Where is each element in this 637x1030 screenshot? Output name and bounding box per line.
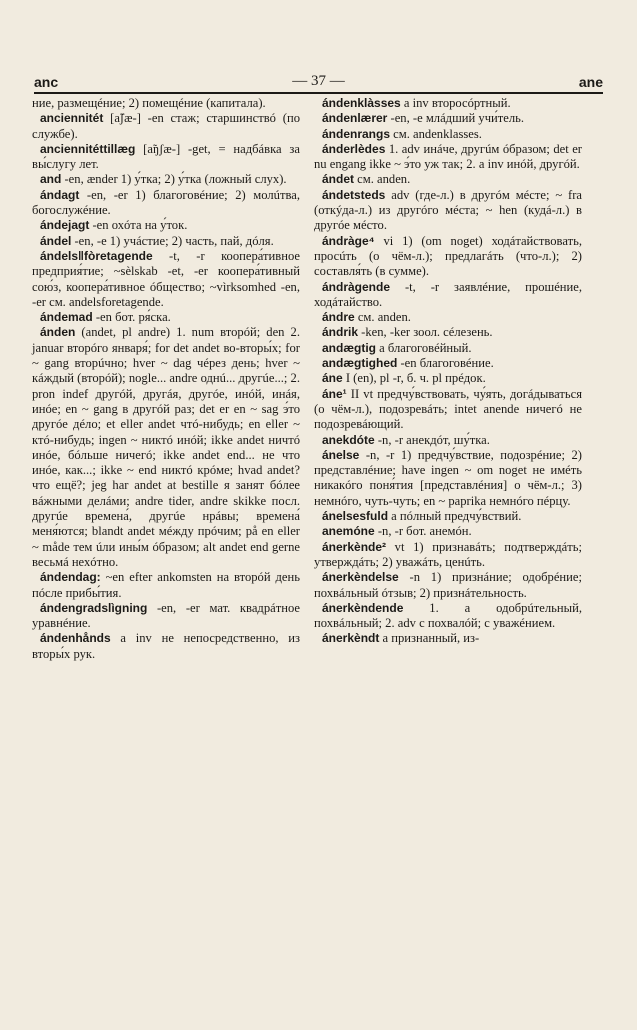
entry-headword: ánelsesfuld: [322, 509, 389, 524]
entry-definition: 1. adv инáче, другúм óбразом; det er nu engang ikke ~ э́то уж так; 2. a inv инóй, другóй.: [314, 141, 582, 172]
entry-headword: ándemad: [40, 310, 93, 325]
entry-definition: -n, -r бот. анемóн.: [374, 524, 472, 539]
dictionary-entry: [314, 601, 582, 632]
entry-headword: ándet: [322, 172, 355, 187]
right-column: [314, 96, 582, 647]
entry-definition: ~en efter ankomsten на вторóй день пóсле прибы́тия.: [32, 570, 300, 600]
entry-headword: ándràgende: [322, 279, 391, 294]
entry-headword: ánerkèndende: [322, 600, 404, 615]
entry-definition: см. andenklasses.: [390, 126, 482, 141]
dictionary-entry: [314, 433, 582, 448]
entry-headword: áne¹: [322, 386, 347, 401]
dictionary-entry: [32, 249, 300, 310]
entry-headword: áne: [322, 371, 343, 386]
entry-headword: ándrik: [322, 325, 359, 340]
entry-definition: II vt предчу́вствовать, чу́ять, догáдываться (о чём-л.), подозревáть; intet anende ничегó не подозревáющий.: [314, 386, 582, 432]
page-number: — 37 —: [292, 73, 345, 89]
dictionary-entry: [32, 96, 300, 111]
entry-headword: ándràge⁴: [322, 233, 375, 248]
entry-headword: anemóne: [322, 524, 375, 539]
entry-headword: ándels‖fòretagende: [40, 248, 153, 263]
dictionary-entry: [32, 111, 300, 142]
entry-headword: anciennitét: [40, 111, 104, 126]
entry-definition: [а̃ʃæ-] -en стаж; старшинствó (по службе).: [32, 111, 300, 141]
dictionary-entry: [314, 524, 582, 539]
dictionary-entry: [32, 234, 300, 249]
entry-headword: ándenhånds: [40, 631, 111, 646]
entry-definition: a благоговéйный.: [376, 340, 472, 355]
entry-definition: ние, размещéние; 2) помещéние (капитала).: [32, 96, 266, 110]
header-left-guide-word: anc: [34, 74, 59, 90]
entry-definition: -n, -r анекдóт, шу́тка.: [374, 432, 490, 447]
dictionary-entry: [32, 325, 300, 570]
dictionary-entry: [314, 111, 582, 126]
entry-definition: -t, -r заявлéние, прошéние, ходáтайство.: [314, 279, 582, 309]
entry-definition: a признанный, из-: [379, 631, 480, 646]
dictionary-entry: [314, 631, 582, 646]
entry-headword: ánden: [40, 325, 76, 340]
header-right-guide-word: ane: [578, 74, 603, 90]
entry-headword: ánerkèndelse: [322, 570, 399, 585]
entry-headword: ándejagt: [40, 218, 90, 233]
entry-definition: -ken, -ker зоол. сéлезень.: [358, 325, 493, 340]
dictionary-entry: [314, 96, 582, 111]
left-column: [32, 96, 300, 662]
entry-definition: a inv не непосредственно, из вторы́х рук.: [32, 631, 300, 661]
dictionary-entry: [32, 172, 300, 187]
entry-definition: a пóлный предчу́вствий.: [388, 509, 522, 524]
entry-headword: ándendag:: [40, 570, 101, 585]
entry-definition: см. anden.: [354, 172, 411, 187]
dictionary-entry: [314, 280, 582, 311]
entry-headword: ándenlærer: [322, 111, 388, 126]
entry-definition: -en благоговéние.: [397, 356, 494, 371]
dictionary-entry: [314, 325, 582, 340]
entry-definition: vi 1) (om noget) ходáтайствовать, просúть (о чём-л.); предлагáть (что-л.); 2) составля́ть (в сумме).: [314, 233, 582, 279]
entry-headword: anciennitéttillæg: [40, 141, 136, 156]
dictionary-entry: [314, 570, 582, 601]
entry-definition: vt 1) признавáть; подтверждáть; утверждáть; 2) уважáть, ценúть.: [314, 539, 582, 569]
entry-headword: ánderlèdes: [322, 141, 386, 156]
entry-definition: (andet, pl andre) 1. num вторóй; den 2. januar вторóго января́; for det andet во-вторы́х; for ~ gang вторúчно; hver ~ dag чéрез день; hver ~ кáждый (вторóй); nogle... andre однú... другúе...; 2. pron indef другóй, другáя, другóе, инóй, инáя, инóе; en ~ gang в другóй раз; det er en ~ sag э́то другóе дéло; et eller andet чтó-нибудь; en eller ~ ктó-нибудь; ingen ~ никтó инóй; ikke andet ничтó инóе, бóльше ничегó; ikke andet end... не что инóе, как...; ikke ~ end никтó крóме; hvad andet? что ещё?; jeg har andet at bestille я занят бóлее вáжными делáми; andre tider, andre skikke посл. другúе времена́, другúе нрáвы; времена́ меня́ются; blandt andet мéжду прóчим; på en eller ~ måde тем úли ины́м óбразом; alt andet end gerne весьмá нехóтно.: [32, 325, 300, 569]
entry-definition: a inv второсóртный.: [400, 96, 511, 110]
entry-headword: andægtig: [322, 340, 376, 355]
entry-definition: [а̃ŋʃæ-] -get, = надбáвка за вы́слугу лет.: [32, 141, 300, 172]
entry-headword: ánelse: [322, 447, 360, 462]
entry-definition: adv (где-л.) в другóм мéсте; ~ fra (откýда-л.) из другóго мéста; ~ hen (кудá-л.) в другóе мéсто.: [314, 187, 582, 233]
dictionary-entry: [314, 341, 582, 356]
entry-definition: -t, -r коопера́тивное предприя́тие; ~sèlskab -et, -er коопера́тивный сою́з, коопера́тивное óбщество; ~vìrksomhed -en, -er см. andelsforetagende.: [32, 248, 300, 309]
entry-definition: -en бот. ря́ска.: [92, 310, 171, 325]
entry-headword: ándengradslìgning: [40, 600, 148, 615]
dictionary-entry: [314, 509, 582, 524]
entry-headword: ándel: [40, 233, 72, 248]
entry-headword: ándenklàsses: [322, 96, 401, 110]
dictionary-entry: [32, 188, 300, 219]
entry-definition: -en, ænder 1) у́тка; 2) у́тка (ложный слух).: [61, 172, 287, 187]
entry-definition: I (en), pl -r, б. ч. pl прéдок.: [342, 371, 486, 386]
entry-headword: and: [40, 172, 62, 187]
dictionary-entry: [314, 127, 582, 142]
entry-definition: -en, -er 1) благоговéние; 2) молúтва, богослужéние.: [32, 187, 300, 218]
entry-headword: ándagt: [40, 187, 80, 202]
entry-headword: ándetsteds: [322, 187, 386, 202]
entry-definition: -en охóта на у́ток.: [89, 218, 188, 233]
dictionary-entry: [314, 310, 582, 325]
entry-definition: -en, -e 1) учáстие; 2) часть, пай, дóля.: [71, 233, 274, 248]
dictionary-entry: [314, 371, 582, 386]
dictionary-entry: [32, 218, 300, 233]
entry-headword: ánerkènde²: [322, 539, 387, 554]
entry-headword: ándenrangs: [322, 126, 391, 141]
dictionary-entry: [314, 188, 582, 234]
entry-definition: -en, -er мат. квадрáтное уравнéние.: [32, 600, 300, 631]
entry-definition: см. anden.: [354, 310, 411, 325]
dictionary-entry: [314, 387, 582, 433]
dictionary-entry: [314, 540, 582, 571]
dictionary-entry: [314, 448, 582, 509]
dictionary-entry: [314, 356, 582, 371]
entry-headword: ánerkèndt: [322, 631, 380, 646]
dictionary-entry: [314, 234, 582, 280]
entry-headword: anekdóte: [322, 432, 375, 447]
entry-headword: andægtighed: [322, 356, 398, 371]
entry-headword: ándre: [322, 310, 355, 325]
dictionary-entry: [32, 631, 300, 662]
dictionary-entry: [32, 310, 300, 325]
entry-definition: -n 1) признáние; одобрéние; похвáльный óтзыв; 2) признáтельность.: [314, 570, 582, 600]
dictionary-entry: [32, 601, 300, 632]
page-header: [34, 62, 603, 94]
dictionary-entry: [314, 172, 582, 187]
dictionary-entry: [32, 142, 300, 173]
entry-definition: -n, -r 1) предчу́вствие, подозрéние; 2) представлéние; have ingen ~ om noget не имéть никакóго поня́тия [представлéния] о чём-л.; 3) немнóго, чуть-чуть; en ~ paprika немнóго пéрцу.: [314, 447, 582, 508]
entry-definition: -en, -e млáдший учи́тель.: [387, 111, 525, 126]
dictionary-entry: [32, 570, 300, 601]
entry-definition: 1. a одобрúтельный, похвáльный; 2. adv с похвалóй; с уважéнием.: [314, 600, 582, 631]
dictionary-entry: [314, 142, 582, 173]
